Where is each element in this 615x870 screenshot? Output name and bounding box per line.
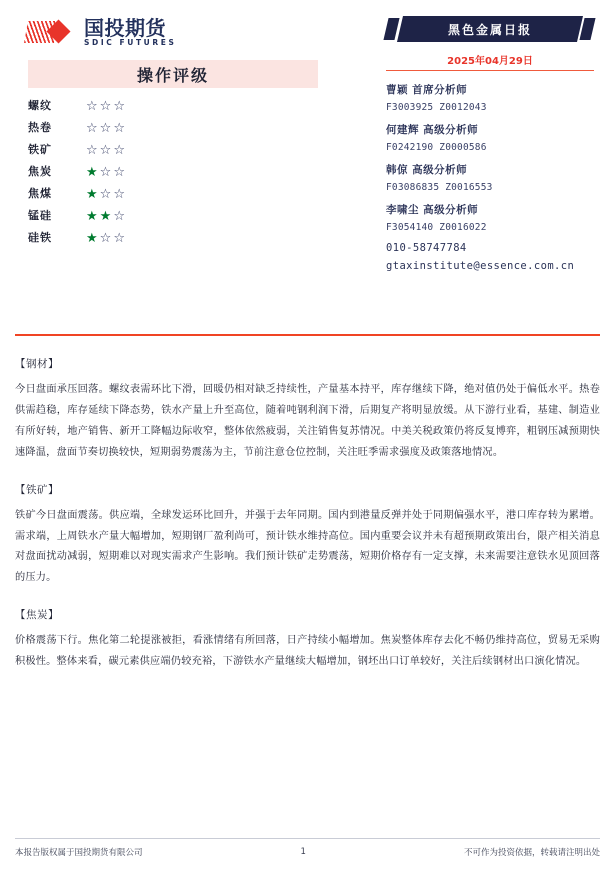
analyst-name: 李啸尘 高级分析师 — [386, 204, 479, 216]
analyst-name: 曹颖 首席分析师 — [386, 84, 468, 96]
rating-row — [28, 204, 318, 226]
rating-commodity-name: 锰硅 — [28, 209, 52, 222]
star-empty-icon: ☆ — [86, 119, 98, 135]
star-filled-icon: ★ — [86, 163, 98, 179]
footer-copyright: 本报告版权属于国投期货有限公司 — [15, 848, 143, 858]
rating-stars — [86, 187, 125, 200]
rating-stars — [86, 209, 125, 222]
section-body-text: 铁矿今日盘面震荡。供应端，全球发运环比回升，并强于去年同期。国内到港量反弹并处于同期偏强水平，港口库存转为累增。需求端，上周铁水产量大幅增加，短期钢厂盈利尚可，预计铁水维持高位。国内重要会议并未有超预期政策出台，限产相关消息对盘面扰动减弱，短期难以对现实需求产生影响。我们预计铁矿走势震荡，短期价格存有一定支撑，未来需要注意铁水见顶回落的压力。 — [15, 509, 600, 584]
section-title: 【铁矿】 — [15, 483, 59, 496]
rating-commodity-name: 热卷 — [28, 121, 52, 134]
logo-name-en: SDIC FUTURES — [84, 38, 177, 47]
star-empty-icon: ☆ — [99, 163, 112, 179]
rating-row — [28, 116, 318, 138]
rating-banner-title: 操作评级 — [136, 65, 209, 85]
contact-email: gtaxinstitute@essence.com.cn — [386, 260, 575, 272]
rating-commodity-name: 螺纹 — [28, 99, 52, 112]
analyst-name: 何建辉 高级分析师 — [386, 124, 479, 136]
star-empty-icon: ☆ — [99, 97, 112, 113]
star-filled-icon: ★ — [86, 207, 98, 223]
footer-disclaimer: 不可作为投资依据，转载请注明出处 — [463, 848, 600, 858]
star-empty-icon: ☆ — [113, 119, 125, 135]
analyst-list — [386, 82, 598, 233]
report-date: 2025年04月29日 — [386, 52, 594, 71]
analyst-name: 韩倞 高级分析师 — [386, 164, 468, 176]
footer-divider — [15, 838, 600, 839]
page-footer — [15, 846, 600, 858]
rating-list — [28, 94, 318, 248]
section-title: 【焦炭】 — [15, 609, 59, 622]
star-filled-icon: ★ — [99, 207, 112, 223]
analyst-license-codes: F3003925 Z0012043 — [386, 102, 487, 113]
report-header — [0, 0, 615, 340]
page-number: 1 — [300, 847, 306, 857]
report-section — [15, 356, 600, 464]
star-empty-icon: ☆ — [113, 97, 125, 113]
analyst-license-codes: F03086835 Z0016553 — [386, 182, 493, 193]
rating-banner — [28, 60, 318, 88]
rating-commodity-name: 焦煤 — [28, 187, 52, 200]
analyst-entry — [386, 82, 598, 113]
star-empty-icon: ☆ — [99, 141, 112, 157]
rating-row — [28, 160, 318, 182]
rating-commodity-name: 焦炭 — [28, 165, 52, 178]
star-empty-icon: ☆ — [113, 141, 125, 157]
star-filled-icon: ★ — [86, 229, 98, 245]
logo-diamond-icon — [26, 19, 78, 45]
report-meta-column — [386, 16, 598, 272]
company-logo — [26, 18, 176, 47]
star-empty-icon: ☆ — [113, 163, 125, 179]
star-filled-icon: ★ — [86, 185, 98, 201]
report-title-banner — [386, 16, 594, 42]
section-title: 【钢材】 — [15, 358, 59, 370]
rating-row — [28, 226, 318, 248]
star-empty-icon: ☆ — [113, 207, 125, 223]
analyst-license-codes: F3054140 Z0016022 — [386, 222, 487, 233]
star-empty-icon: ☆ — [99, 229, 112, 245]
report-title: 黑色金属日报 — [447, 22, 532, 37]
section-body-text: 价格震荡下行。焦化第二轮提涨被拒，看涨情绪有所回落，日产持续小幅增加。焦炭整体库存去化不畅仍维持高位，贸易无采购积极性。整体来看，碳元素供应端仍较充裕，下游铁水产量继续大幅增加，钢坯出口订单较好，关注后续钢材出口演化情况。 — [15, 635, 600, 668]
star-empty-icon: ☆ — [86, 97, 98, 113]
report-section — [15, 482, 600, 590]
rating-row — [28, 138, 318, 160]
star-empty-icon: ☆ — [113, 185, 125, 201]
star-empty-icon: ☆ — [99, 185, 112, 201]
rating-commodity-name: 铁矿 — [28, 143, 52, 156]
contact-phone: 010-58747784 — [386, 242, 467, 254]
analyst-entry — [386, 202, 598, 233]
star-empty-icon: ☆ — [99, 119, 112, 135]
rating-stars — [86, 121, 125, 134]
header-divider — [15, 334, 600, 336]
logo-name-cn: 国投期货 — [84, 16, 166, 40]
rating-commodity-name: 硅铁 — [28, 231, 52, 244]
rating-row — [28, 182, 318, 204]
analyst-license-codes: F0242190 Z0000586 — [386, 142, 487, 153]
star-empty-icon: ☆ — [86, 141, 98, 157]
analyst-entry — [386, 122, 598, 153]
rating-row — [28, 94, 318, 116]
logo-text — [84, 18, 176, 47]
report-body — [15, 356, 600, 691]
analyst-entry — [386, 162, 598, 193]
section-body-text: 今日盘面承压回落。螺纹表需环比下滑，回暖仍相对缺乏持续性，产量基本持平，库存继续下降，绝对值仍处于偏低水平。热卷供需趋稳，库存延续下降态势，铁水产量上升至高位，随着吨钢利润下滑，后期复产将明显放缓。从下游行业看，基建、制造业有所好转，地产销售、新开工降幅边际收窄，整体依然疲弱，关注销售复苏情况。中美关税政策仍将反复博弈，粗钢压减预期快速降温，盘面节奏切换较快，短期弱势震荡为主，节前注意仓位控制，关注旺季需求强度及政策落地情况。 — [15, 384, 600, 458]
report-section — [15, 607, 600, 673]
rating-stars — [86, 165, 125, 178]
rating-stars — [86, 231, 125, 244]
rating-stars — [86, 99, 125, 112]
star-empty-icon: ☆ — [113, 229, 125, 245]
rating-stars — [86, 143, 125, 156]
